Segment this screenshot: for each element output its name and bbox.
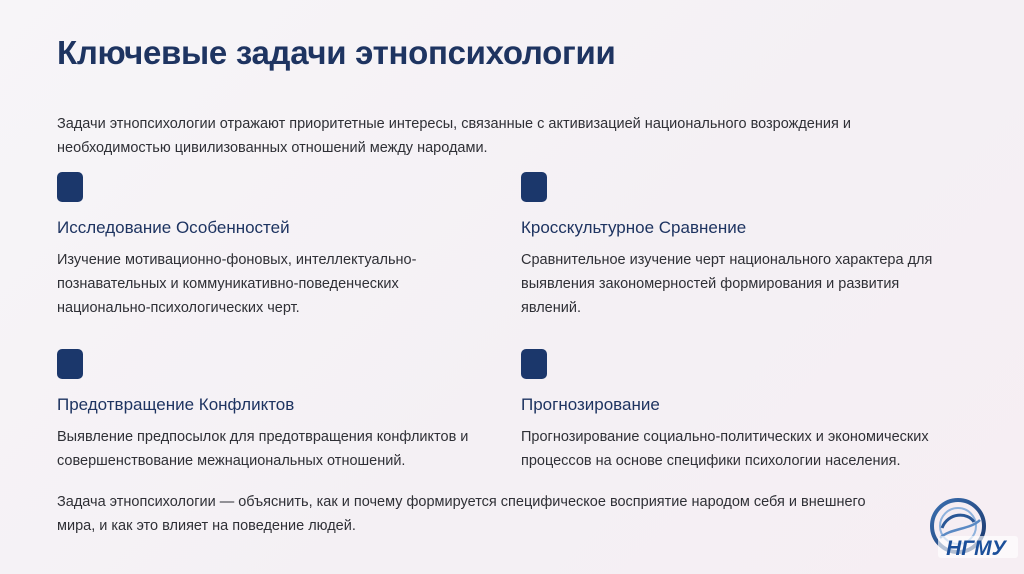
intro-paragraph: Задачи этнопсихологии отражают приоритетные интересы, связанные с активизацией национального возрождения и необходимостью цивилизованных отношений между народами. — [57, 116, 851, 156]
card-title: Исследование Особенностей — [57, 218, 290, 237]
university-logo-icon — [924, 498, 1020, 560]
card-conflict-prevention — [57, 349, 497, 473]
conclusion-paragraph: Задача этнопсихологии — объяснить, как и почему формируется специфическое восприятие народом себя и внешнего мира, и как это влияет на поведение людей. — [57, 494, 866, 534]
card-title: Предотвращение Конфликтов — [57, 395, 295, 414]
logo-text: НГМУ — [946, 537, 1006, 560]
card-title: Прогнозирование — [521, 395, 660, 414]
square-marker-icon — [57, 172, 83, 202]
square-marker-icon — [521, 172, 547, 202]
card-forecasting — [521, 349, 961, 473]
card-text: Прогнозирование социально-политических и экономических процессов на основе специфики психологии населения. — [521, 429, 929, 469]
page-title: Ключевые задачи этнопсихологии — [57, 34, 616, 71]
card-crosscultural — [521, 172, 961, 320]
square-marker-icon — [57, 349, 83, 379]
card-text: Сравнительное изучение черт национального характера для выявления закономерностей формирования и развития явлений. — [521, 252, 933, 316]
card-title: Кросскультурное Сравнение — [521, 218, 747, 237]
square-marker-icon — [521, 349, 547, 379]
card-research — [57, 172, 467, 320]
card-text: Выявление предпосылок для предотвращения конфликтов и совершенствование межнациональных отношений. — [57, 429, 469, 469]
card-text: Изучение мотивационно-фоновых, интеллектуально-познавательных и коммуникативно-поведенческих национально-психологических черт. — [57, 252, 417, 316]
